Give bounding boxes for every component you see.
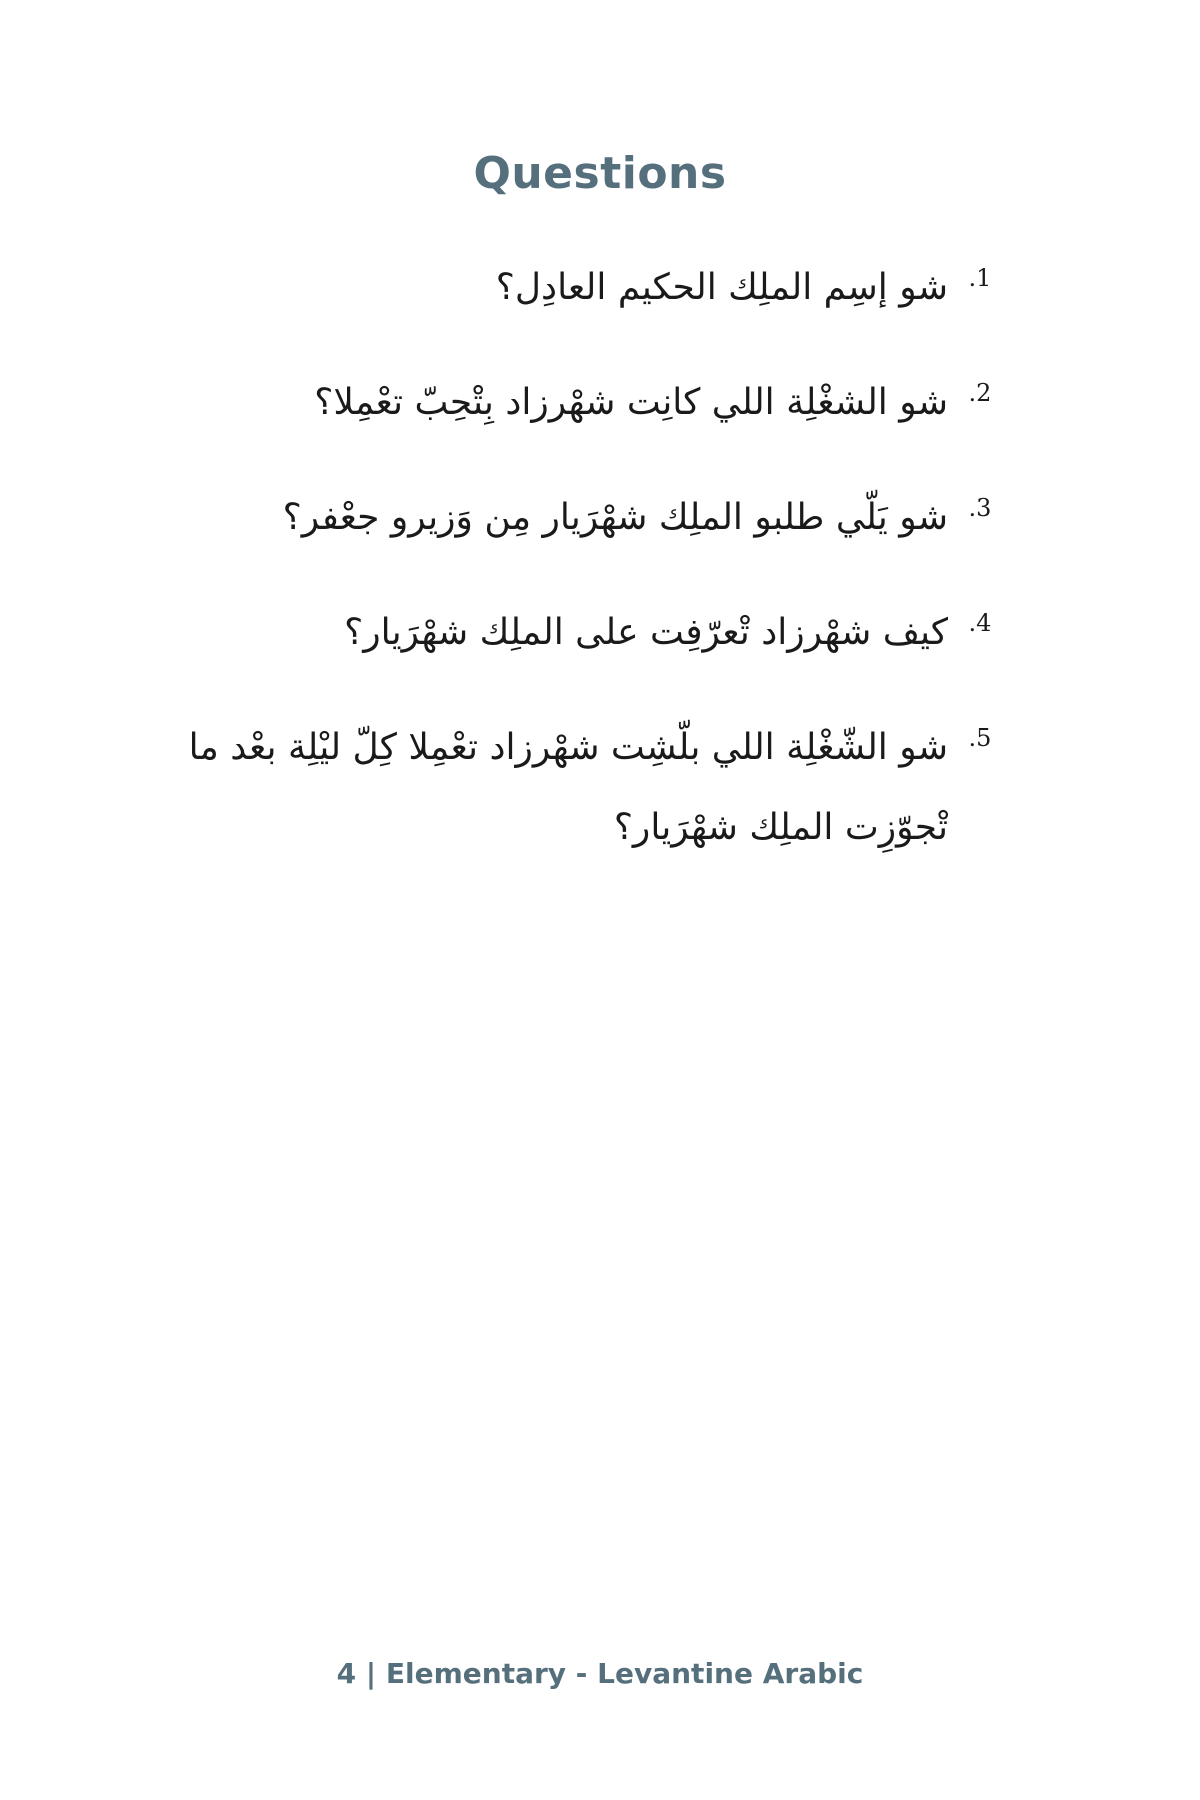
question-number: 5. [968,724,992,752]
question-number: 1. [968,264,992,292]
book-level-title: Elementary - Levantine Arabic [385,1657,864,1690]
question-text: كيف شهْرزاد تْعرّفِت على الملِك شهْرَيار؟ [344,612,948,653]
question-item [150,478,1000,558]
question-number: 4. [968,609,992,637]
page-title: Questions [473,148,727,199]
question-number: 3. [968,494,992,522]
question-text: شو إسِم الملِك الحكيم العادِل؟ [495,267,948,308]
question-item [150,708,1000,868]
question-item [150,248,1000,328]
question-item [150,593,1000,673]
footer-separator: | [365,1657,377,1690]
question-number: 2. [968,379,992,407]
question-text: شو الشّغْلِة اللي بلّشِت شهْرزاد تعْمِلا كِلّ ليْلِة بعْد ما تْجوّزِت الملِك شهْرَيار؟ [188,727,948,848]
question-text: شو يَلّي طلبو الملِك شهْرَيار مِن وَزيرو جعْفر؟ [282,497,948,538]
page-footer [0,1657,1200,1690]
page-number: 4 [336,1657,357,1690]
question-text: شو الشغْلِة اللي كانِت شهْرزاد بِتْحِبّ تعْمِلا؟ [314,382,948,423]
question-item [150,363,1000,443]
